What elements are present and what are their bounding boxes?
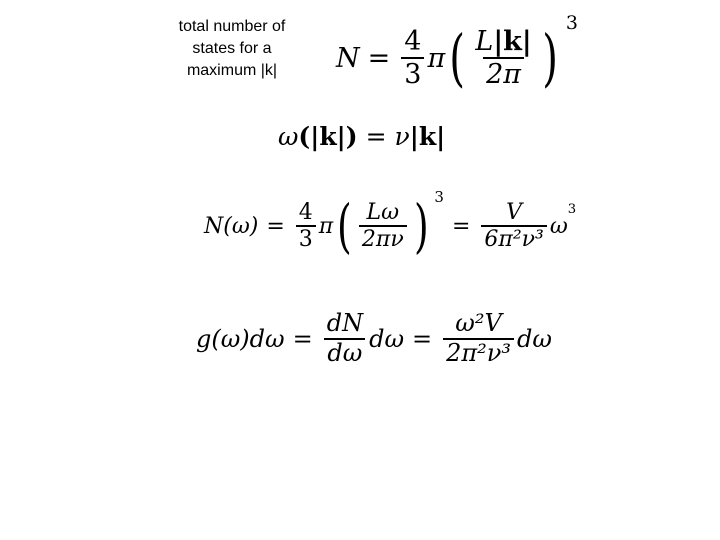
equation-dispersion bbox=[278, 116, 445, 156]
eq1-inner-L: L bbox=[475, 25, 494, 57]
eq4-equals-1: = bbox=[292, 325, 313, 353]
eq4-d-den: dω bbox=[324, 338, 365, 368]
eq1-frac-num: 4 bbox=[404, 25, 422, 57]
eq3-fraction-inner bbox=[359, 200, 407, 253]
eq4-d-after: dω bbox=[369, 325, 405, 353]
eq1-inner-den: 2π bbox=[483, 57, 524, 90]
eq3-fraction-four-thirds bbox=[296, 200, 316, 253]
caption-line-1: total number of bbox=[178, 18, 286, 35]
eq2-omega: ω bbox=[278, 121, 299, 151]
eq2-nu: ν bbox=[394, 121, 410, 151]
caption-total-states bbox=[150, 16, 314, 82]
equation-total-states bbox=[336, 12, 578, 98]
eq3-pi: π bbox=[318, 213, 334, 239]
eq2-equals: = bbox=[365, 121, 387, 151]
eq3-fraction-volume bbox=[481, 200, 546, 253]
eq3-inner-num: Lω bbox=[366, 199, 400, 225]
eq3-right-paren: ) bbox=[413, 192, 429, 260]
eq4-d-num: dN bbox=[326, 309, 364, 338]
eq3-left-paren: ( bbox=[337, 192, 352, 260]
equation-density-of-states bbox=[196, 302, 552, 376]
eq1-lhs: N bbox=[336, 42, 360, 74]
eq3-lhs: N(ω) bbox=[204, 213, 259, 239]
eq3-omega: ω bbox=[549, 213, 568, 239]
eq3-inner-den: 2πν bbox=[359, 225, 407, 252]
eq4-fraction-result bbox=[443, 310, 514, 367]
eq4-equals-2: = bbox=[412, 325, 433, 353]
eq1-fraction-four-thirds bbox=[401, 26, 424, 90]
eq3-equals-2: = bbox=[451, 213, 471, 239]
eq3-v-num: V bbox=[506, 199, 523, 225]
eq1-frac-den: 3 bbox=[401, 57, 424, 90]
eq3-frac-den: 3 bbox=[296, 225, 316, 252]
eq3-equals-1: = bbox=[266, 213, 285, 239]
eq3-v-den: 6π²ν³ bbox=[481, 225, 546, 252]
eq1-pi: π bbox=[427, 42, 446, 74]
caption-line-3: maximum |k| bbox=[186, 62, 278, 79]
eq1-right-paren: ) bbox=[541, 21, 558, 94]
eq1-equals: = bbox=[367, 42, 391, 74]
eq4-lhs: g(ω)dω bbox=[196, 325, 285, 353]
eq4-w-after: dω bbox=[517, 325, 552, 353]
eq1-inner-num bbox=[472, 26, 534, 57]
eq1-exponent: 3 bbox=[565, 12, 578, 34]
eq3-omega-exponent: 3 bbox=[567, 202, 577, 217]
equation-states-vs-omega bbox=[204, 188, 576, 264]
eq3-frac-num: 4 bbox=[298, 199, 313, 225]
eq1-fraction-inner bbox=[472, 26, 534, 90]
eq1-inner-k: |k| bbox=[493, 25, 532, 57]
eq3-exponent: 3 bbox=[434, 188, 444, 206]
eq4-fraction-derivative bbox=[324, 310, 366, 367]
eq4-w-num: ω²V bbox=[455, 309, 502, 338]
eq4-w-den: 2π²ν³ bbox=[443, 338, 514, 368]
eq2-k: |k| bbox=[409, 121, 446, 151]
caption-line-2: states for a bbox=[192, 40, 272, 57]
eq1-left-paren: ( bbox=[449, 21, 466, 94]
eq2-arg: (|k|) bbox=[298, 121, 358, 151]
